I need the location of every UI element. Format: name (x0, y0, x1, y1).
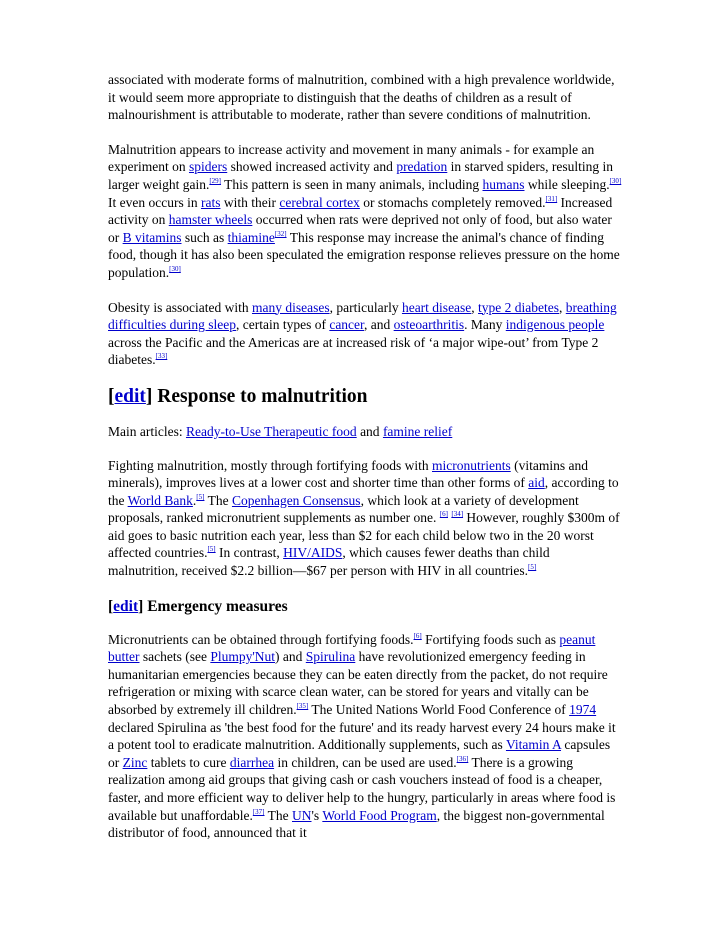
article-body (108, 71, 623, 859)
link-heart-disease[interactable]: heart disease (401, 299, 472, 315)
link-hamster-wheels[interactable]: hamster wheels (168, 212, 253, 228)
link-type-2-diabetes[interactable]: type 2 diabetes (478, 299, 560, 315)
link-spirulina[interactable]: Spirulina (305, 649, 356, 665)
link-vitamin-a[interactable]: Vitamin A (505, 737, 562, 753)
ref-30b[interactable]: [30] (169, 264, 181, 273)
edit-link-response[interactable]: edit (114, 385, 146, 407)
link-hiv-aids[interactable]: HIV/AIDS (283, 545, 343, 561)
ref-31[interactable]: [31] (545, 194, 558, 203)
link-indigenous-people[interactable]: indigenous people (505, 317, 605, 333)
link-plumpynut[interactable]: Plumpy'Nut (210, 649, 276, 665)
link-peanut-butter[interactable]: peanut butter (108, 631, 596, 665)
ref-33[interactable]: [33] (155, 352, 168, 361)
paragraph-obesity: Obesity is associated with many diseases, particularly heart disease, type 2 diabetes, breathing difficulties during sleep, certain types of cancer, and osteoarthritis. Many indigenous people across the Pacific and the Americas are at increased risk of ‘a major wipe-out’ from Type 2 diabetes.[33] (108, 299, 617, 368)
ref-30[interactable]: [30] (609, 176, 622, 185)
link-b-vitamins[interactable]: B vitamins (122, 229, 182, 245)
ref-5[interactable]: [5] (196, 492, 205, 501)
link-rats[interactable]: rats (200, 194, 221, 210)
heading-emergency-measures: [edit] Emergency measures (108, 597, 288, 615)
link-world-bank[interactable]: World Bank (127, 492, 193, 508)
paragraph-micronutrients: Micronutrients can be obtained through fortifying foods.[6] Fortifying foods such as peanut butter sachets (see Plumpy'Nut) and Spirulina have revolutionized emergency feeding in humanitarian emergencies because they can be eaten directly from the packet, do not require refrigeration or mixing with scarce clean water, can be stored for years and vitally can be absorbed by extremely ill children.[35] The United Nations World Food Conference of 1974 declared Spirulina as 'the best food for the future' and its ready harvest every 24 hours make it a potent tool to eradicate malnutrition. Additionally supplements, such as Vitamin A capsules or Zinc tablets to cure diarrhea in children, can be used are used.[36] There is a growing realization among aid groups that giving cash or cash vouchers instead of food is a cheaper, faster, and more efficient way to deliver help to the hungry, particularly in areas where food is available but unaffordable.[37] The UN's World Food Program, the biggest non-governmental distributor of food, announced that it (108, 631, 616, 841)
ref-35[interactable]: [35] (296, 702, 309, 711)
link-un[interactable]: UN (292, 807, 312, 823)
link-diarrhea[interactable]: diarrhea (229, 754, 275, 770)
link-spiders[interactable]: spiders (188, 159, 228, 175)
ref-29[interactable]: [29] (209, 176, 222, 185)
link-famine-relief[interactable]: famine relief (382, 423, 453, 439)
link-thiamine[interactable]: thiamine (227, 229, 275, 245)
link-predation[interactable]: predation (396, 159, 448, 175)
edit-link-emergency[interactable]: edit (113, 597, 139, 615)
ref-37[interactable]: [37] (252, 807, 265, 816)
ref-34[interactable]: [34] (451, 510, 464, 519)
ref-6[interactable]: [6] (439, 510, 448, 519)
link-aid[interactable]: aid (528, 475, 545, 491)
link-zinc[interactable]: Zinc (122, 754, 148, 770)
link-cerebral-cortex[interactable]: cerebral cortex (279, 194, 360, 210)
ref-36[interactable]: [36] (456, 754, 469, 763)
main-articles-note: Main articles: Ready-to-Use Therapeutic food and famine relief (108, 423, 453, 439)
heading-response-to-malnutrition: [edit] Response to malnutrition (108, 385, 368, 407)
link-humans[interactable]: humans (482, 176, 525, 192)
link-osteoarthritis[interactable]: osteoarthritis (393, 317, 465, 333)
link-copenhagen-consensus[interactable]: Copenhagen Consensus (231, 492, 361, 508)
paragraph-activity: Malnutrition appears to increase activity and movement in many animals - for example an experiment on spiders showed increased activity and predation in starved spiders, resulting in larger weight gain.[29] This pattern is seen in many animals, including humans while sleeping.[30] It even occurs in rats with their cerebral cortex or stomachs completely removed.[31] Increased activity on hamster wheels occurred when rats were deprived not only of food, but also water or B vitamins such as thiamine[32] This response may increase the animal's chance of finding food, though it has also been speculated the emigration response relieves pressure on the home population.[30] (108, 141, 622, 280)
link-1974[interactable]: 1974 (569, 702, 597, 718)
paragraph-malnutrition-deaths: associated with moderate forms of malnutrition, combined with a high prevalence worldwide, it would seem more appropriate to distinguish that the deaths of children as a result of malnourishment is attributable to moderate, rather than severe conditions of malnutrition. (108, 72, 615, 123)
link-micronutrients[interactable]: micronutrients (432, 457, 511, 473)
ref-6b[interactable]: [6] (413, 631, 422, 640)
ref-5b[interactable]: [5] (207, 545, 216, 554)
link-rutf[interactable]: Ready-to-Use Therapeutic food (185, 423, 357, 439)
link-world-food-program[interactable]: World Food Program (322, 807, 437, 823)
ref-5c[interactable]: [5] (528, 563, 537, 572)
link-sleep-breathing[interactable]: breathing difficulties during sleep (108, 299, 617, 333)
link-many-diseases[interactable]: many diseases (251, 299, 330, 315)
ref-32[interactable]: [32] (274, 229, 287, 238)
link-cancer[interactable]: cancer (329, 317, 365, 333)
paragraph-fighting-malnutrition: Fighting malnutrition, mostly through fortifying foods with micronutrients (vitamins and minerals), improves lives at a lower cost and shorter time than other forms of aid, according to the World Bank.[5] The Copenhagen Consensus, which look at a variety of development proposals, ranked micronutrient supplements as number one. [6] [34] However, roughly $300m of aid goes to basic nutrition each year, less than $2 for each child below two in the 20 worst affected countries.[5] In contrast, HIV/AIDS, which causes fewer deaths than child malnutrition, received $2.2 billion—$67 per person with HIV in all countries.[5] (108, 457, 620, 579)
